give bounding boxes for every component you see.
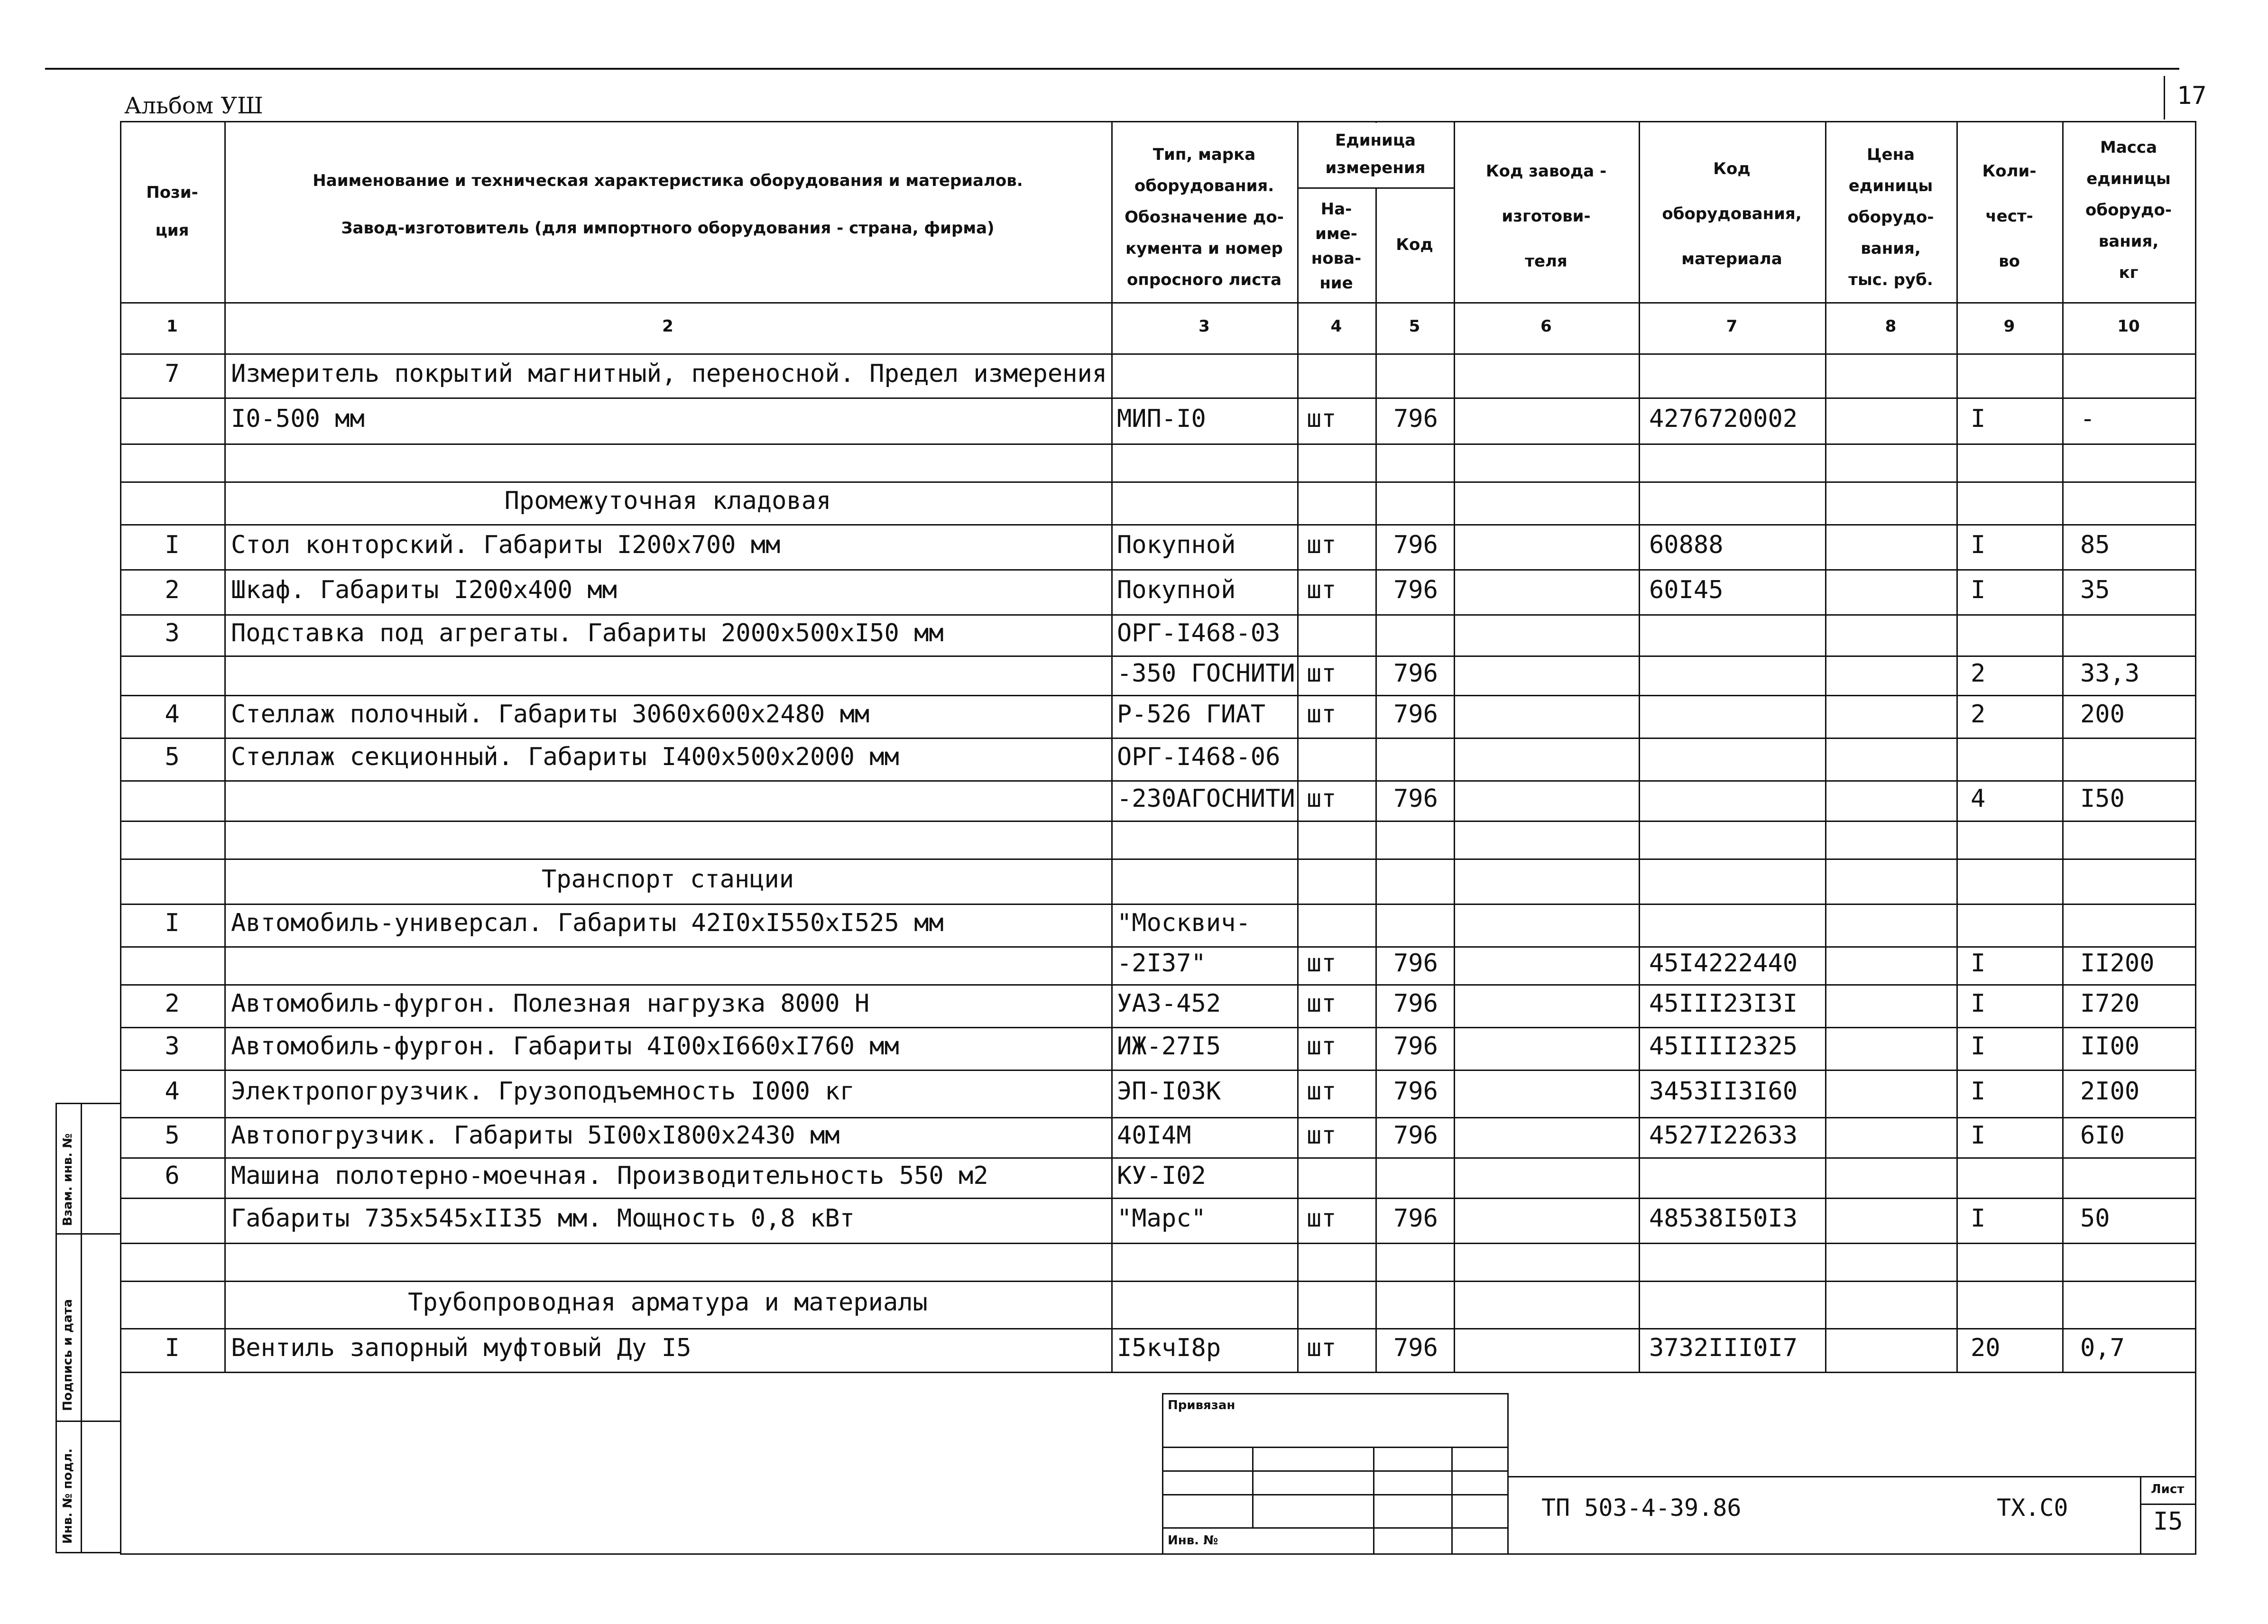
- frame-right: [2195, 121, 2196, 1553]
- column-number: 3: [1199, 317, 1210, 336]
- header-bottom: [120, 302, 2195, 304]
- cell-type: ОРГ-I468-03: [1117, 619, 1281, 647]
- column-divider: [1825, 121, 1826, 1372]
- row-divider: [120, 614, 2195, 616]
- header-unit-name: На-: [1320, 200, 1352, 219]
- sheet-box-left: [2140, 1476, 2141, 1554]
- row-divider: [120, 524, 2195, 526]
- header-maker-code: Код завода -: [1485, 162, 1607, 181]
- sheet-label: Лист: [2151, 1482, 2185, 1496]
- cell-equip-code: 45I4222440: [1649, 949, 1798, 978]
- cell-unit: шт: [1307, 700, 1337, 729]
- header-mass: Масса: [2100, 138, 2157, 157]
- cell-type: "Марс": [1117, 1204, 1206, 1233]
- cell-unit: шт: [1307, 1077, 1337, 1106]
- cell-quantity: 2: [1971, 700, 1986, 729]
- cell-name: Автопогрузчик. Габариты 5I00xI800x2430 мм: [231, 1121, 840, 1150]
- header-equip-code: оборудования,: [1662, 204, 1802, 223]
- cell-unit: шт: [1307, 1032, 1337, 1061]
- cell-type: -230АГОСНИТИ: [1117, 784, 1295, 813]
- cell-mass: 35: [2080, 576, 2110, 604]
- cell-position: 2: [165, 989, 180, 1018]
- cell-unit-code: 796: [1393, 576, 1438, 604]
- stamp-row-3: [1162, 1494, 1508, 1495]
- cell-position: I: [165, 531, 180, 559]
- row-divider: [120, 1243, 2195, 1244]
- row-divider: [120, 821, 2195, 822]
- column-divider: [2062, 121, 2064, 1372]
- cell-type: ЭП-I03К: [1117, 1077, 1221, 1106]
- cell-equip-code: 4527I22633: [1649, 1121, 1798, 1150]
- cell-type: Покупной: [1117, 531, 1236, 559]
- stamp-row-4: [1162, 1527, 1508, 1529]
- row-divider: [120, 1198, 2195, 1199]
- cell-type: "Москвич-: [1117, 909, 1251, 937]
- cell-quantity: I: [1971, 576, 1986, 604]
- cell-mass: 33,3: [2080, 659, 2140, 688]
- header-qty: во: [1999, 252, 2020, 271]
- row-divider: [120, 1281, 2195, 1282]
- cell-unit-code: 796: [1393, 659, 1438, 688]
- side-stamp-div-4: [55, 1552, 120, 1553]
- corner-page-number: 17: [2177, 82, 2207, 110]
- row-divider: [120, 738, 2195, 739]
- cell-unit-code: 796: [1393, 1204, 1438, 1233]
- row-divider: [120, 397, 2195, 399]
- cell-type: МИП-I0: [1117, 405, 1206, 433]
- frame-bottom: [120, 1553, 2196, 1555]
- cell-type: УАЗ-452: [1117, 989, 1221, 1018]
- cell-mass: 85: [2080, 531, 2110, 559]
- header-equip-code: Код: [1713, 159, 1751, 178]
- stamp-col-3: [1451, 1447, 1453, 1553]
- header-qty: чест-: [1985, 207, 2033, 226]
- side-label-vzam-inv: Взам. инв. №: [61, 1133, 75, 1226]
- header-type: Тип, марка: [1152, 145, 1256, 164]
- cell-unit: шт: [1307, 949, 1337, 978]
- cell-position: 6: [165, 1162, 180, 1190]
- cell-quantity: I: [1971, 1121, 1986, 1150]
- cell-position: 7: [165, 360, 180, 388]
- table-top: [120, 121, 2195, 122]
- cell-unit: шт: [1307, 405, 1337, 433]
- column-number: 8: [1885, 317, 1897, 336]
- column-divider: [1297, 121, 1299, 1372]
- header-price: единицы: [1848, 176, 1933, 195]
- header-mass: единицы: [2086, 169, 2171, 188]
- row-divider: [120, 1117, 2195, 1118]
- cell-quantity: I: [1971, 405, 1986, 433]
- side-stamp-div-2: [55, 1233, 120, 1235]
- side-stamp-div-1: [55, 1103, 120, 1104]
- side-stamp-left: [55, 1103, 57, 1553]
- cell-equip-code: 60888: [1649, 531, 1724, 559]
- header-type: Обозначение до-: [1125, 208, 1284, 227]
- sheet-number: I5: [2153, 1507, 2183, 1536]
- cell-position: I: [165, 1334, 180, 1362]
- header-mass: оборудо-: [2085, 201, 2172, 220]
- header-unit-name: нова-: [1311, 249, 1362, 268]
- header-type: опросного листа: [1126, 270, 1282, 289]
- column-number: 1: [166, 317, 178, 336]
- cell-position: 3: [165, 1032, 180, 1061]
- cell-name: Подставка под агрегаты. Габариты 2000x500xI50 мм: [231, 619, 944, 647]
- header-name: Наименование и техническая характеристика оборудования и материалов.: [313, 171, 1023, 190]
- cell-mass: I50: [2080, 784, 2125, 813]
- header-mass: кг: [2119, 263, 2139, 282]
- stamp-privyazan: Привязан: [1168, 1398, 1235, 1412]
- cell-quantity: I: [1971, 1077, 1986, 1106]
- cell-unit: шт: [1307, 784, 1337, 813]
- stamp-left: [1162, 1393, 1163, 1554]
- cell-name: Габариты 735x545xII35 мм. Мощность 0,8 кВт: [231, 1204, 855, 1233]
- column-number: 4: [1330, 317, 1342, 336]
- cell-unit-code: 796: [1393, 531, 1438, 559]
- cell-quantity: I: [1971, 531, 1986, 559]
- row-divider: [120, 984, 2195, 986]
- header-unit-code: Код: [1396, 235, 1433, 254]
- header-equip-code: материала: [1681, 249, 1782, 268]
- row-divider: [120, 1070, 2195, 1071]
- header-mass: вания,: [2098, 232, 2159, 251]
- header-maker-code: теля: [1525, 252, 1567, 271]
- column-number: 7: [1726, 317, 1738, 336]
- cell-unit-code: 796: [1393, 1334, 1438, 1362]
- cell-equip-code: 45IIII2325: [1649, 1032, 1798, 1061]
- stamp-right: [1507, 1393, 1509, 1554]
- cell-unit: шт: [1307, 1121, 1337, 1150]
- doc-code: ТП 503-4-39.86: [1541, 1494, 1742, 1522]
- cell-quantity: 2: [1971, 659, 1986, 688]
- cell-position: 5: [165, 1121, 180, 1150]
- header-price: вания,: [1861, 239, 1921, 258]
- cell-mass: 200: [2080, 700, 2125, 729]
- cell-quantity: I: [1971, 949, 1986, 978]
- cell-position: 2: [165, 576, 180, 604]
- cell-type: ИЖ-27I5: [1117, 1032, 1221, 1061]
- column-divider: [1111, 121, 1113, 1372]
- cell-mass: -: [2080, 405, 2095, 433]
- cell-unit: шт: [1307, 659, 1337, 688]
- cell-equip-code: 3732III0I7: [1649, 1334, 1798, 1362]
- cell-unit: шт: [1307, 531, 1337, 559]
- cell-name: Стол конторский. Габариты I200x700 мм: [231, 531, 781, 559]
- column-number: 2: [662, 317, 673, 336]
- cell-name: Шкаф. Габариты I200x400 мм: [231, 576, 617, 604]
- header-unit-group: измерения: [1325, 158, 1426, 177]
- column-divider: [1454, 121, 1455, 1372]
- section-title: Промежуточная кладовая: [504, 487, 831, 515]
- cell-quantity: I: [1971, 989, 1986, 1018]
- cell-equip-code: 60I45: [1649, 576, 1724, 604]
- cell-mass: 6I0: [2080, 1121, 2125, 1150]
- header-qty: Коли-: [1982, 162, 2037, 181]
- cell-quantity: I: [1971, 1204, 1986, 1233]
- row-divider: [120, 1157, 2195, 1159]
- stamp-col-1: [1252, 1447, 1254, 1527]
- header-type: оборудования.: [1134, 176, 1274, 195]
- cell-unit: шт: [1307, 989, 1337, 1018]
- header-name: Завод-изготовитель (для импортного оборудования - страна, фирма): [341, 219, 995, 238]
- header-price: Цена: [1866, 145, 1915, 164]
- header-maker-code: изготови-: [1502, 207, 1591, 226]
- column-divider: [1375, 121, 1377, 1372]
- cell-quantity: I: [1971, 1032, 1986, 1061]
- row-divider: [120, 904, 2195, 905]
- section-title: Транспорт станции: [541, 865, 794, 894]
- cell-equip-code: 3453II3I60: [1649, 1077, 1798, 1106]
- column-number: 6: [1540, 317, 1552, 336]
- row-divider: [120, 569, 2195, 571]
- header-position: ция: [155, 221, 189, 240]
- cell-mass: II00: [2080, 1032, 2140, 1061]
- header-price: тыс. руб.: [1848, 270, 1933, 289]
- cell-quantity: 20: [1971, 1334, 2001, 1362]
- cell-name: Автомобиль-универсал. Габариты 42I0xI550xI525 мм: [231, 909, 944, 937]
- cell-type: Р-526 ГИАТ: [1117, 700, 1266, 729]
- side-stamp-mid: [81, 1103, 82, 1553]
- row-divider: [120, 655, 2195, 657]
- stamp-inv-no: Инв. №: [1168, 1533, 1218, 1548]
- cell-type: -2I37": [1117, 949, 1206, 978]
- cell-name: Вентиль запорный муфтовый Ду I5: [231, 1334, 691, 1362]
- cell-equip-code: 48538I50I3: [1649, 1204, 1798, 1233]
- cell-unit-code: 796: [1393, 700, 1438, 729]
- cell-equip-code: 4276720002: [1649, 405, 1798, 433]
- column-divider: [1639, 121, 1640, 1372]
- cell-type: КУ-I02: [1117, 1162, 1206, 1190]
- cell-unit-code: 796: [1393, 989, 1438, 1018]
- cell-position: I: [165, 909, 180, 937]
- stamp-col-2: [1373, 1447, 1374, 1553]
- header-price: оборудо-: [1847, 208, 1934, 227]
- sheet-box-mid: [2140, 1504, 2195, 1505]
- row-divider: [120, 946, 2195, 948]
- cell-type: I5кчI8р: [1117, 1334, 1221, 1362]
- sheet-code: ТХ.С0: [1997, 1494, 2068, 1522]
- unit-group-divider: [1297, 187, 1454, 189]
- header-position: Пози-: [146, 183, 198, 202]
- side-label-inv-podl: Инв. № подл.: [61, 1448, 75, 1544]
- cell-name: Электропогрузчик. Грузоподъемность I000 кг: [231, 1077, 855, 1106]
- side-stamp-div-3: [55, 1421, 120, 1422]
- column-divider: [224, 121, 226, 1372]
- column-number: 5: [1409, 317, 1420, 336]
- cell-unit-code: 796: [1393, 1032, 1438, 1061]
- cell-mass: 2I00: [2080, 1077, 2140, 1106]
- cell-mass: 0,7: [2080, 1334, 2125, 1362]
- stamp-row-2: [1162, 1470, 1508, 1472]
- cell-position: 5: [165, 743, 180, 771]
- numbers-bottom: [120, 353, 2195, 355]
- cell-mass: I720: [2080, 989, 2140, 1018]
- row-divider: [120, 780, 2195, 782]
- column-number: 9: [2003, 317, 2015, 336]
- cell-type: -350 ГОСНИТИ: [1117, 659, 1295, 688]
- cell-unit: шт: [1307, 1204, 1337, 1233]
- section-title: Трубопроводная арматура и материалы: [408, 1288, 928, 1317]
- cell-position: 4: [165, 1077, 180, 1106]
- cell-type: ОРГ-I468-06: [1117, 743, 1281, 771]
- cell-mass: 50: [2080, 1204, 2110, 1233]
- cell-name: Автомобиль-фургон. Полезная нагрузка 8000 Н: [231, 989, 870, 1018]
- cell-unit-code: 796: [1393, 784, 1438, 813]
- stamp-row-1: [1162, 1447, 1508, 1448]
- cell-name: Автомобиль-фургон. Габариты 4I00xI660xI760 мм: [231, 1032, 899, 1061]
- cell-type: Покупной: [1117, 576, 1236, 604]
- cell-name: Стеллаж полочный. Габариты 3060x600x2480 мм: [231, 700, 870, 729]
- row-divider: [120, 1027, 2195, 1028]
- cell-name: Машина полотерно-моечная. Производительность 550 м2: [231, 1162, 988, 1190]
- cell-position: 4: [165, 700, 180, 729]
- album-label: Альбом УШ: [124, 92, 263, 119]
- column-divider: [1956, 121, 1958, 1372]
- cell-unit-code: 796: [1393, 405, 1438, 433]
- row-divider: [120, 858, 2195, 860]
- row-divider: [120, 443, 2195, 445]
- cell-unit: шт: [1307, 1334, 1337, 1362]
- header-unit-group: Единица: [1335, 131, 1416, 150]
- header-type: кумента и номер: [1125, 239, 1283, 258]
- cell-equip-code: 45III23I3I: [1649, 989, 1798, 1018]
- row-divider: [120, 1372, 2195, 1373]
- row-divider: [120, 481, 2195, 483]
- cell-mass: II200: [2080, 949, 2155, 978]
- title-block-top: [1507, 1476, 2195, 1477]
- cell-unit: шт: [1307, 576, 1337, 604]
- side-label-signature-date: Подпись и дата: [61, 1299, 75, 1411]
- cell-name: Измеритель покрытий магнитный, переносной. Предел измерения: [231, 360, 1107, 388]
- header-unit-name: име-: [1315, 224, 1357, 243]
- cell-name: Стеллаж секционный. Габариты I400x500x2000 мм: [231, 743, 899, 771]
- cell-unit-code: 796: [1393, 1077, 1438, 1106]
- cell-position: 3: [165, 619, 180, 647]
- row-divider: [120, 695, 2195, 696]
- cell-unit-code: 796: [1393, 949, 1438, 978]
- cell-unit-code: 796: [1393, 1121, 1438, 1150]
- cell-name: I0-500 мм: [231, 405, 365, 433]
- cell-quantity: 4: [1971, 784, 1986, 813]
- row-divider: [120, 1328, 2195, 1329]
- column-number: 10: [2117, 317, 2140, 336]
- header-unit-name: ние: [1319, 274, 1353, 293]
- stamp-top: [1162, 1393, 1508, 1394]
- cell-type: 40I4М: [1117, 1121, 1191, 1150]
